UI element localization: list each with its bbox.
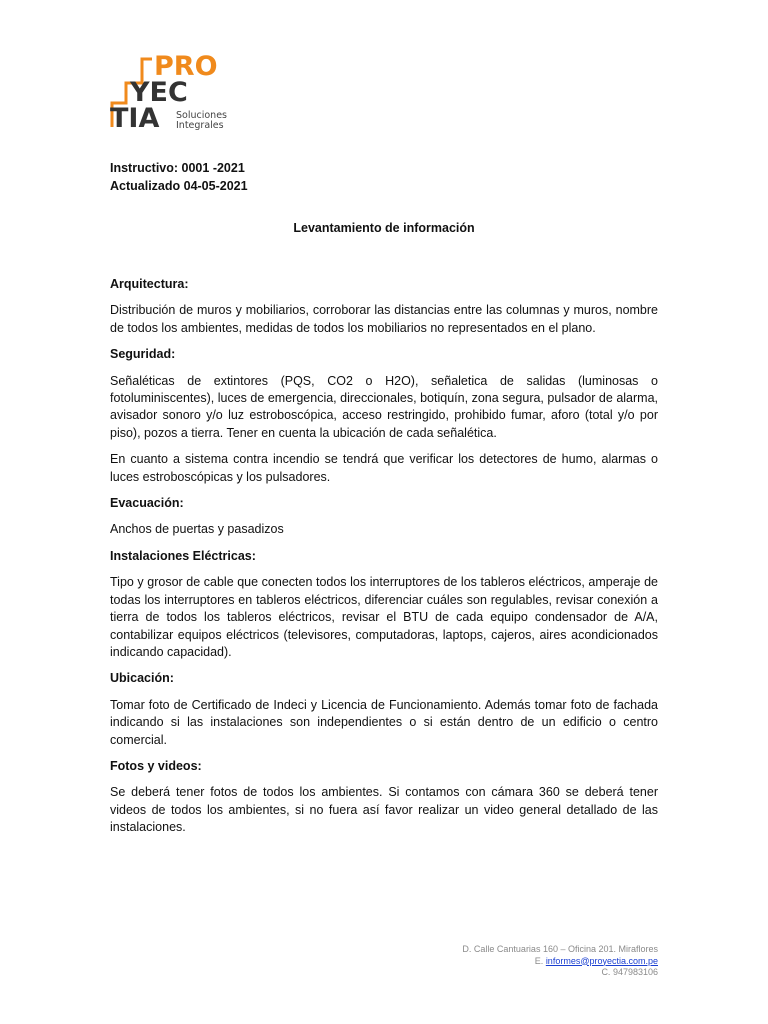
paragraph-ubicacion: Tomar foto de Certificado de Indeci y Licencia de Funcionamiento. Además tomar foto de fachada indicando si las instalaciones son independientes o si están dentro de un edificio o centro comercial. (110, 697, 658, 747)
section-heading-ubicacion: Ubicación: (110, 671, 174, 686)
document-title: Levantamiento de información (293, 221, 475, 235)
section-heading-evacuacion: Evacuación: (110, 496, 184, 511)
paragraph-instalaciones-electricas: Tipo y grosor de cable que conecten todos los interruptores de los tableros eléctricos, amperaje de todas los interruptores en tableros eléctricos, diferenciar cuáles son regulables, revisar conexión a tierra de todos los tableros eléctricos, revisar el BTU de cada equipo condensador de A/A, contabilizar equipos eléctricos (televisores, computadoras, laptops, cajeros, aires acondicionados indicando capacidad). (110, 575, 658, 659)
document-meta (110, 159, 248, 195)
footer-address: D. Calle Cantuarias 160 – Oficina 201. Miraflores (462, 944, 658, 954)
document-body (110, 276, 658, 846)
logo-line3: TIA (110, 103, 160, 133)
paragraph-fotos-videos: Se deberá tener fotos de todos los ambientes. Si contamos con cámara 360 se deberá tener videos de todos los ambientes, si no fuera así favor realizar un video general detallado de las instalaciones. (110, 785, 658, 835)
updated-date: Actualizado 04-05-2021 (110, 179, 248, 193)
footer-email-link[interactable]: informes@proyectia.com.pe (545, 955, 658, 966)
paragraph-arquitectura: Distribución de muros y mobiliarios, corroborar las distancias entre las columnas y muros, nombre de todos los ambientes, medidas de todos los mobiliarios no representados en el plano. (110, 303, 658, 335)
footer-email-prefix: E. (534, 955, 546, 966)
section-heading-fotos-videos: Fotos y videos: (110, 758, 202, 773)
logo-tagline1: Soluciones (176, 110, 227, 121)
instructivo-number: Instructivo: 0001 -2021 (110, 161, 245, 175)
paragraph-seguridad-2: En cuanto a sistema contra incendio se tendrá que verificar los detectores de humo, alarmas o luces estroboscópicas y los pulsadores. (110, 452, 658, 484)
company-logo (106, 47, 238, 133)
paragraph-evacuacion: Anchos de puertas y pasadizos (110, 522, 284, 537)
paragraph-seguridad-1: Señaléticas de extintores (PQS, CO2 o H2O), señaletica de salidas (luminosas o fotoluminiscentes), luces de emergencia, direccionales, botiquín, zona segura, pulsador de alarma, avisador sonoro y/o luz estroboscópica, acceso restringido, prohibido fumar, aforo (total y/o por piso), pozos a tierra. Tener en cuenta la ubicación de cada señalética. (110, 373, 658, 440)
logo-tagline2: Integrales (176, 120, 224, 131)
logo-line2: YEC (130, 77, 188, 108)
page-footer (462, 944, 658, 979)
logo-line1: PRO (154, 51, 218, 82)
section-heading-seguridad: Seguridad: (110, 347, 176, 362)
section-heading-arquitectura: Arquitectura: (110, 277, 189, 291)
section-heading-instalaciones-electricas: Instalaciones Eléctricas: (110, 548, 256, 563)
footer-email-line (462, 956, 658, 968)
footer-phone: C. 947983106 (601, 967, 658, 977)
